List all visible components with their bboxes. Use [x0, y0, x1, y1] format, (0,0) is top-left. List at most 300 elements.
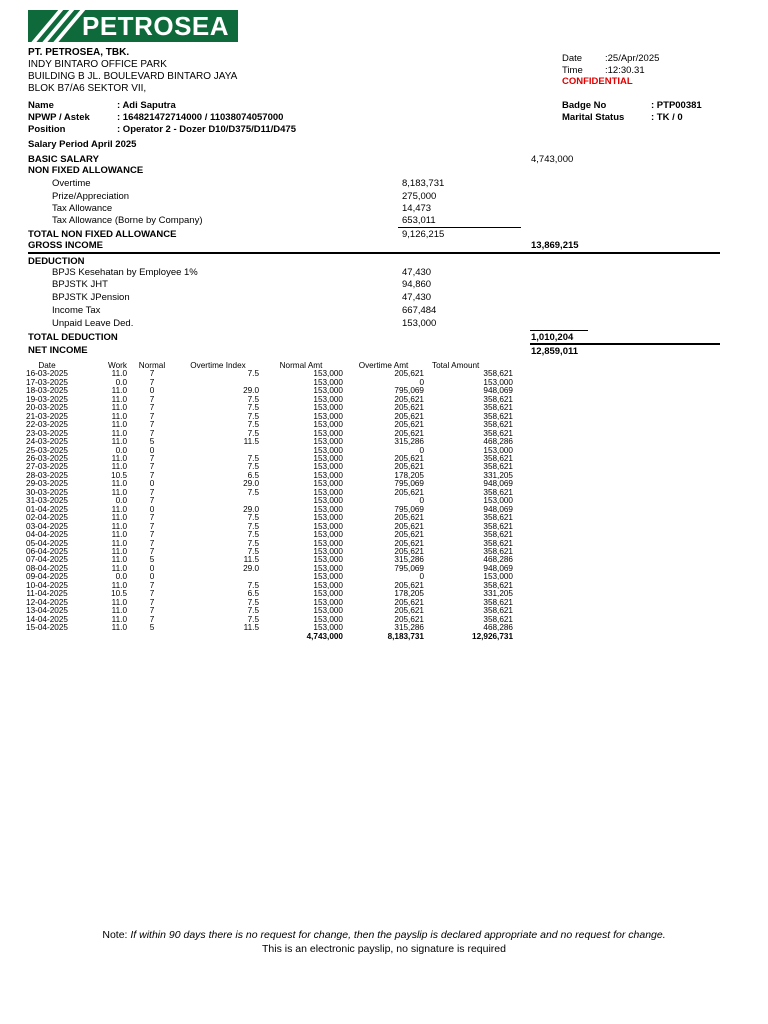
cell-normal: 7: [149, 530, 155, 540]
cell-overtime-index: 6.5: [247, 589, 259, 599]
table-row: [22, 430, 513, 438]
cell-normal: 7: [149, 428, 155, 438]
cell-date: 31-03-2025: [26, 496, 68, 506]
total-deduction-label: TOTAL DEDUCTION: [28, 332, 118, 343]
cell-total-amount: 358,621: [483, 411, 513, 421]
cell-work: 11.0: [111, 394, 127, 404]
cell-total-amount: 358,621: [483, 580, 513, 590]
cell-overtime-amt: 315,286: [394, 623, 424, 633]
table-row: [22, 565, 513, 573]
cell-work: 11.0: [111, 411, 127, 421]
table-row: [22, 616, 513, 624]
cell-normal-amt: 153,000: [313, 538, 343, 548]
cell-normal-amt: 153,000: [313, 580, 343, 590]
cell-normal-amt: 153,000: [313, 411, 343, 421]
cell-work: 11.0: [111, 479, 127, 489]
header-overtime-amt: Overtime Amt: [358, 361, 409, 370]
total-total-amount: 12,926,731: [472, 631, 513, 641]
header-overtime-index: Overtime Index: [190, 361, 246, 370]
cell-date: 10-04-2025: [26, 580, 68, 590]
cell-total-amount: 358,621: [483, 614, 513, 624]
cell-normal-amt: 153,000: [313, 445, 343, 455]
cell-date: 28-03-2025: [26, 470, 68, 480]
deduction-value-jht: 94,860: [402, 279, 432, 290]
time-label: Time: [562, 65, 583, 76]
cell-total-amount: 358,621: [483, 428, 513, 438]
cell-overtime-index: [177, 447, 259, 455]
table-row: [22, 582, 513, 590]
salary-period: Salary Period April 2025: [28, 139, 137, 150]
cell-date: 23-03-2025: [26, 428, 68, 438]
cell-date: 14-04-2025: [26, 614, 68, 624]
allowance-label-tax-borne: Tax Allowance (Borne by Company): [52, 215, 203, 226]
cell-overtime-index: 7.5: [247, 462, 259, 472]
cell-date: 30-03-2025: [26, 487, 68, 497]
cell-total-amount: 358,621: [483, 487, 513, 497]
table-row: [22, 472, 513, 480]
cell-work: 11.0: [111, 513, 127, 523]
cell-total-amount: 358,621: [483, 530, 513, 540]
deduction-label-jpension: BPJSTK JPension: [52, 292, 130, 303]
total-date: [22, 633, 72, 641]
address-line-2: BUILDING B JL. BOULEVARD BINTARO JAYA: [28, 71, 238, 82]
allowance-label-tax: Tax Allowance: [52, 203, 113, 214]
cell-overtime-amt: 315,286: [394, 555, 424, 565]
cell-work: 11.0: [111, 403, 127, 413]
cell-overtime-amt: 205,621: [394, 513, 424, 523]
table-row: [22, 548, 513, 556]
company-logo: [28, 10, 238, 42]
cell-normal: 7: [149, 411, 155, 421]
allowance-label-prize: Prize/Appreciation: [52, 191, 130, 202]
cell-total-amount: 948,069: [483, 479, 513, 489]
cell-work: 10.5: [111, 470, 127, 480]
header-normal-amt: Normal Amt: [279, 361, 323, 370]
cell-total-amount: 468,286: [483, 437, 513, 447]
cell-date: 18-03-2025: [26, 386, 68, 396]
cell-normal-amt: 153,000: [313, 504, 343, 514]
cell-normal-amt: 153,000: [313, 420, 343, 430]
cell-normal: 5: [149, 555, 155, 565]
cell-overtime-index: 7.5: [247, 614, 259, 624]
cell-overtime-index: 7.5: [247, 546, 259, 556]
cell-normal: 7: [149, 597, 155, 607]
table-row: [22, 387, 513, 395]
allowance-value-tax: 14,473: [402, 203, 432, 214]
npwp-label: NPWP / Astek: [28, 112, 90, 123]
cell-total-amount: 153,000: [483, 377, 513, 387]
cell-normal-amt: 153,000: [313, 470, 343, 480]
table-row: [22, 607, 513, 615]
cell-total-amount: 358,621: [483, 546, 513, 556]
cell-date: 24-03-2025: [26, 437, 68, 447]
cell-date: 20-03-2025: [26, 403, 68, 413]
cell-overtime-index: 7.5: [247, 394, 259, 404]
cell-overtime-index: 7.5: [247, 420, 259, 430]
cell-total-amount: 153,000: [483, 445, 513, 455]
table-row: [22, 396, 513, 404]
cell-date: 04-04-2025: [26, 530, 68, 540]
cell-total-amount: 358,621: [483, 394, 513, 404]
marital-label: Marital Status: [562, 112, 625, 123]
cell-date: 29-03-2025: [26, 479, 68, 489]
cell-normal: 7: [149, 470, 155, 480]
header-work: Work: [108, 361, 127, 370]
cell-normal-amt: 153,000: [313, 555, 343, 565]
cell-total-amount: 358,621: [483, 420, 513, 430]
cell-work: 11.0: [111, 437, 127, 447]
cell-work: 11.0: [111, 530, 127, 540]
cell-normal: 7: [149, 538, 155, 548]
cell-total-amount: 468,286: [483, 555, 513, 565]
cell-work: 11.0: [111, 386, 127, 396]
cell-overtime-amt: 795,069: [394, 504, 424, 514]
net-income-value: 12,859,011: [531, 346, 579, 357]
cell-normal: 7: [149, 606, 155, 616]
cell-work: 11.0: [111, 521, 127, 531]
position-value: : Operator 2 - Dozer D10/D375/D11/D475: [117, 124, 296, 135]
cell-overtime-index: 29.0: [243, 386, 259, 396]
cell-work: 11.0: [111, 369, 127, 379]
cell-normal: 7: [149, 420, 155, 430]
cell-normal: 7: [149, 369, 155, 379]
table-row: [22, 370, 513, 378]
deduction-value-bpjs-kesehatan: 47,430: [402, 267, 432, 278]
cell-date: 03-04-2025: [26, 521, 68, 531]
cell-normal-amt: 153,000: [313, 623, 343, 633]
allowance-value-overtime: 8,183,731: [402, 178, 445, 189]
cell-overtime-amt: 795,069: [394, 386, 424, 396]
cell-overtime-index: 7.5: [247, 403, 259, 413]
table-row: [22, 514, 513, 522]
cell-total-amount: 358,621: [483, 513, 513, 523]
cell-overtime-amt: 205,621: [394, 487, 424, 497]
cell-date: 07-04-2025: [26, 555, 68, 565]
cell-normal: 7: [149, 513, 155, 523]
cell-overtime-index: 29.0: [243, 479, 259, 489]
cell-normal: 7: [149, 453, 155, 463]
cell-overtime-index: 11.5: [243, 437, 259, 447]
address-line-3: BLOK B7/A6 SEKTOR VII,: [28, 83, 147, 94]
cell-normal-amt: 153,000: [313, 521, 343, 531]
cell-overtime-amt: 205,621: [394, 538, 424, 548]
cell-overtime-amt: 205,621: [394, 403, 424, 413]
cell-overtime-amt: 178,205: [394, 470, 424, 480]
cell-normal: 7: [149, 580, 155, 590]
table-row: [22, 497, 513, 505]
non-fixed-title: NON FIXED ALLOWANCE: [28, 165, 144, 176]
net-divider: [530, 343, 720, 345]
cell-overtime-amt: 795,069: [394, 479, 424, 489]
deduction-label-bpjs-kesehatan: BPJS Kesehatan by Employee 1%: [52, 267, 198, 278]
cell-normal-amt: 153,000: [313, 546, 343, 556]
net-income-label: NET INCOME: [28, 345, 88, 356]
cell-normal: 7: [149, 403, 155, 413]
cell-overtime-index: 7.5: [247, 411, 259, 421]
cell-normal: 0: [149, 479, 155, 489]
cell-overtime-amt: 205,621: [394, 521, 424, 531]
address-line-1: INDY BINTARO OFFICE PARK: [28, 59, 167, 70]
cell-normal-amt: 153,000: [313, 369, 343, 379]
cell-total-amount: 358,621: [483, 538, 513, 548]
cell-work: 11.0: [111, 555, 127, 565]
cell-normal-amt: 153,000: [313, 563, 343, 573]
cell-work: 11.0: [111, 420, 127, 430]
footer-electronic-note: This is an electronic payslip, no signature is required: [262, 943, 506, 955]
company-block: [28, 47, 237, 95]
position-label: Position: [28, 124, 66, 135]
marital-value: : TK / 0: [651, 112, 683, 123]
table-row: [22, 506, 513, 514]
name-value: : Adi Saputra: [117, 100, 176, 111]
table-row: [22, 599, 513, 607]
cell-overtime-amt: 178,205: [394, 589, 424, 599]
cell-overtime-index: 7.5: [247, 521, 259, 531]
cell-total-amount: 153,000: [483, 572, 513, 582]
cell-normal-amt: 153,000: [313, 479, 343, 489]
cell-normal-amt: 153,000: [313, 589, 343, 599]
cell-work: 11.0: [111, 580, 127, 590]
cell-normal: 0: [149, 504, 155, 514]
gross-income-value: 13,869,215: [531, 240, 579, 251]
cell-date: 16-03-2025: [26, 369, 68, 379]
cell-overtime-amt: 205,621: [394, 394, 424, 404]
cell-overtime-index: 7.5: [247, 428, 259, 438]
allowance-value-prize: 275,000: [402, 191, 437, 202]
cell-work: 11.0: [111, 606, 127, 616]
cell-normal-amt: 153,000: [313, 386, 343, 396]
cell-normal: 7: [149, 496, 155, 506]
cell-normal: 5: [149, 437, 155, 447]
cell-total-amount: 358,621: [483, 462, 513, 472]
cell-date: 17-03-2025: [26, 377, 68, 387]
cell-overtime-amt: 205,621: [394, 462, 424, 472]
table-row: [22, 438, 513, 446]
cell-total-amount: 331,205: [483, 470, 513, 480]
logo-text: PETROSEA: [82, 11, 230, 41]
cell-work: 11.0: [111, 538, 127, 548]
cell-total-amount: 468,286: [483, 623, 513, 633]
cell-work: 11.0: [111, 487, 127, 497]
badge-value: : PTP00381: [651, 100, 702, 111]
header-date: Date: [38, 361, 56, 370]
deduction-value-income-tax: 667,484: [402, 305, 437, 316]
cell-normal: 7: [149, 614, 155, 624]
deduction-label-jht: BPJSTK JHT: [52, 279, 108, 290]
cell-overtime-index: 11.5: [243, 623, 259, 633]
deduction-label-income-tax: Income Tax: [52, 305, 101, 316]
basic-salary-value: 4,743,000: [531, 154, 574, 165]
table-row: [22, 480, 513, 488]
cell-overtime-index: 7.5: [247, 580, 259, 590]
cell-total-amount: 153,000: [483, 496, 513, 506]
cell-work: 11.0: [111, 504, 127, 514]
attendance-detail-table: [22, 362, 513, 641]
cell-date: 19-03-2025: [26, 394, 68, 404]
cell-overtime-index: 11.5: [243, 555, 259, 565]
cell-total-amount: 358,621: [483, 597, 513, 607]
cell-work: 0.0: [115, 496, 127, 506]
cell-normal-amt: 153,000: [313, 403, 343, 413]
cell-overtime-amt: 315,286: [394, 437, 424, 447]
note-text: If within 90 days there is no request for change, then the payslip is declared appropriate and no request for change.: [130, 929, 666, 941]
total-work: [72, 633, 127, 641]
cell-normal-amt: 153,000: [313, 614, 343, 624]
npwp-value: : 164821472714000 / 11038074057000: [117, 112, 284, 123]
cell-normal-amt: 153,000: [313, 437, 343, 447]
cell-normal-amt: 153,000: [313, 572, 343, 582]
badge-label: Badge No: [562, 100, 607, 111]
cell-normal: 7: [149, 546, 155, 556]
table-row: [22, 413, 513, 421]
cell-total-amount: 331,205: [483, 589, 513, 599]
company-name: PT. PETROSEA, TBK.: [28, 47, 130, 58]
cell-date: 13-04-2025: [26, 606, 68, 616]
cell-date: 06-04-2025: [26, 546, 68, 556]
cell-normal-amt: 153,000: [313, 394, 343, 404]
cell-overtime-amt: 205,621: [394, 597, 424, 607]
cell-overtime-index: 7.5: [247, 538, 259, 548]
note-prefix: Note:: [102, 929, 131, 941]
cell-overtime-index: 29.0: [243, 563, 259, 573]
cell-overtime-amt: 205,621: [394, 420, 424, 430]
cell-work: 11.0: [111, 563, 127, 573]
cell-date: 25-03-2025: [26, 445, 68, 455]
cell-normal: 7: [149, 462, 155, 472]
deduction-sum-line: [530, 330, 588, 331]
name-label: Name: [28, 100, 54, 111]
cell-normal: 0: [149, 563, 155, 573]
cell-date: 21-03-2025: [26, 411, 68, 421]
cell-overtime-index: 7.5: [247, 487, 259, 497]
cell-total-amount: 948,069: [483, 563, 513, 573]
cell-date: 26-03-2025: [26, 453, 68, 463]
time-value: :12:30.31: [605, 65, 645, 76]
total-overtime-index: [177, 633, 259, 641]
cell-normal: 7: [149, 589, 155, 599]
cell-overtime-amt: 205,621: [394, 606, 424, 616]
cell-work: 11.0: [111, 462, 127, 472]
cell-normal-amt: 153,000: [313, 513, 343, 523]
cell-date: 27-03-2025: [26, 462, 68, 472]
cell-normal-amt: 153,000: [313, 453, 343, 463]
cell-overtime-amt: 205,621: [394, 411, 424, 421]
cell-overtime-amt: 205,621: [394, 614, 424, 624]
cell-overtime-amt: 205,621: [394, 546, 424, 556]
table-row: [22, 540, 513, 548]
cell-date: 22-03-2025: [26, 420, 68, 430]
cell-date: 05-04-2025: [26, 538, 68, 548]
cell-date: 09-04-2025: [26, 572, 68, 582]
date-value: :25/Apr/2025: [605, 53, 660, 64]
cell-normal: 7: [149, 394, 155, 404]
cell-normal: 7: [149, 521, 155, 531]
cell-overtime-amt: 205,621: [394, 580, 424, 590]
detail-header-row: [22, 362, 513, 370]
table-row: [22, 463, 513, 471]
cell-overtime-amt: 205,621: [394, 453, 424, 463]
cell-overtime-index: 6.5: [247, 470, 259, 480]
header-normal: Normal: [138, 361, 166, 370]
cell-normal-amt: 153,000: [313, 606, 343, 616]
cell-work: 10.5: [111, 589, 127, 599]
cell-total-amount: 948,069: [483, 386, 513, 396]
cell-overtime-index: 7.5: [247, 530, 259, 540]
logo-stripes: [28, 10, 88, 42]
cell-overtime-index: 7.5: [247, 513, 259, 523]
table-row: [22, 590, 513, 598]
deduction-value-jpension: 47,430: [402, 292, 432, 303]
deduction-title: DEDUCTION: [28, 256, 85, 267]
table-row: [22, 379, 513, 387]
cell-total-amount: 358,621: [483, 369, 513, 379]
cell-normal-amt: 153,000: [313, 377, 343, 387]
table-row: [22, 404, 513, 412]
cell-normal-amt: 153,000: [313, 462, 343, 472]
cell-normal: 0: [149, 572, 155, 582]
cell-normal-amt: 153,000: [313, 487, 343, 497]
table-row: [22, 523, 513, 531]
header-total-amount: Total Amount: [432, 361, 480, 370]
cell-date: 11-04-2025: [26, 589, 68, 599]
cell-normal: 5: [149, 623, 155, 633]
deduction-label-unpaid-leave: Unpaid Leave Ded.: [52, 318, 134, 329]
allowance-sum-line: [398, 227, 521, 228]
cell-work: 11.0: [111, 453, 127, 463]
cell-work: 11.0: [111, 597, 127, 607]
cell-overtime-index: 7.5: [247, 453, 259, 463]
table-row: [22, 489, 513, 497]
totals-row: [22, 633, 513, 641]
date-label: Date: [562, 53, 583, 64]
cell-overtime-amt: 0: [419, 445, 424, 455]
basic-salary-label: BASIC SALARY: [28, 154, 99, 165]
cell-normal: 7: [149, 377, 155, 387]
cell-work: 0.0: [115, 377, 127, 387]
cell-overtime-amt: 0: [419, 572, 424, 582]
cell-date: 08-04-2025: [26, 563, 68, 573]
cell-total-amount: 948,069: [483, 504, 513, 514]
cell-date: 15-04-2025: [26, 623, 68, 633]
cell-total-amount: 358,621: [483, 453, 513, 463]
table-row: [22, 556, 513, 564]
total-deduction-value: 1,010,204: [531, 332, 574, 343]
table-row: [22, 447, 513, 455]
cell-total-amount: 358,621: [483, 403, 513, 413]
cell-overtime-amt: 205,621: [394, 369, 424, 379]
cell-work: 0.0: [115, 572, 127, 582]
cell-normal: 0: [149, 445, 155, 455]
table-row: [22, 455, 513, 463]
cell-date: 01-04-2025: [26, 504, 68, 514]
cell-overtime-index: [177, 573, 259, 581]
footer-note: [0, 929, 768, 941]
table-row: [22, 421, 513, 429]
total-normal-amt: 4,743,000: [306, 631, 343, 641]
cell-work: 11.0: [111, 428, 127, 438]
cell-normal: 7: [149, 487, 155, 497]
cell-normal-amt: 153,000: [313, 428, 343, 438]
cell-overtime-index: 7.5: [247, 606, 259, 616]
table-row: [22, 573, 513, 581]
gross-divider: [28, 252, 720, 254]
cell-overtime-index: 7.5: [247, 369, 259, 379]
cell-normal: 0: [149, 386, 155, 396]
total-non-fixed-label: TOTAL NON FIXED ALLOWANCE: [28, 229, 177, 240]
cell-overtime-index: 7.5: [247, 597, 259, 607]
cell-date: 12-04-2025: [26, 597, 68, 607]
cell-normal-amt: 153,000: [313, 597, 343, 607]
